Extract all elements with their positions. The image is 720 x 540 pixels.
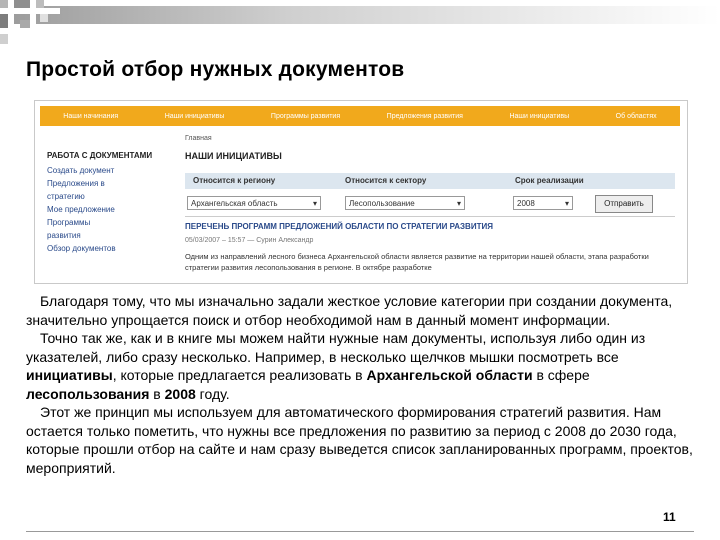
result-title-link[interactable]: ПЕРЕЧЕНЬ ПРОГРАММ ПРЕДЛОЖЕНИЙ ОБЛАСТИ ПО СТРАТЕГИИ РАЗВИТИЯ <box>185 222 493 231</box>
sidebar-item[interactable]: Мое предложение <box>47 205 115 214</box>
nav-item[interactable]: Об областях <box>615 112 657 120</box>
slide-body <box>26 292 694 477</box>
section-heading: НАШИ ИНИЦИАТИВЫ <box>185 151 282 161</box>
sidebar-item[interactable]: развития <box>47 231 81 240</box>
sector-filter-label: Относится к сектору <box>345 176 427 185</box>
result-meta: 05/03/2007 – 15:57 — Сурин Александр <box>185 237 314 244</box>
divider <box>185 216 675 217</box>
site-sidebar <box>47 151 177 257</box>
paragraph: Благодаря тому, что мы изначально задали жесткое условие категории при создании документа, значительно упрощается поиск и отбор необходимой нам в данный момент информации. <box>26 293 673 328</box>
website-screenshot <box>34 100 688 284</box>
sidebar-item[interactable]: стратегию <box>47 192 85 201</box>
period-select[interactable]: 2008 ▾ <box>513 196 573 210</box>
slide-title: Простой отбор нужных документов <box>26 58 405 81</box>
page-number: 11 <box>663 510 676 524</box>
filter-bar <box>185 173 675 189</box>
bottom-rule <box>26 531 694 532</box>
breadcrumb[interactable]: Главная <box>185 135 212 142</box>
period-filter-label: Срок реализации <box>515 176 584 185</box>
sidebar-item[interactable]: Обзор документов <box>47 244 116 253</box>
nav-item[interactable]: Программы развития <box>270 112 341 120</box>
result-excerpt: Одним из направлений лесного бизнеса Архангельской области является развитие на территории нашей области, этапа разработки стратегии развития лесопользования в регионе. В октябре разработке <box>185 252 649 272</box>
sector-select[interactable]: Лесопользование ▾ <box>345 196 465 210</box>
nav-item[interactable]: Наши инициативы <box>164 112 225 120</box>
nav-item[interactable]: Наши инициативы <box>509 112 570 120</box>
region-filter-label: Относится к региону <box>193 176 276 185</box>
nav-item[interactable]: Наши начинания <box>63 112 119 120</box>
paragraph: Этот же принцип мы используем для автоматического формирования стратегий развития. Нам остается только пометить, что нужны все предложения по развитию за период с 2008 до 2030 года, которые прошли отбор на сайте и нам сразу выведется список запланированных программ, проектов, мероприятий. <box>26 404 693 476</box>
site-navbar <box>40 106 680 126</box>
region-select[interactable]: Архангельская область ▾ <box>187 196 321 210</box>
submit-button[interactable]: Отправить <box>595 195 653 213</box>
decorative-header-pattern <box>0 0 720 46</box>
sidebar-item[interactable]: Предложения в <box>47 179 105 188</box>
paragraph: Точно так же, как и в книге мы можем найти нужные нам документы, используя либо один из указателей, либо сразу несколько. Например, в несколько щелчков мышки посмотреть все инициативы, которые предлагается реализовать в Архангельской области в сфере лесопользования в 2008 году. <box>26 330 646 402</box>
sidebar-header: РАБОТА С ДОКУМЕНТАМИ <box>47 151 153 160</box>
sidebar-item[interactable]: Программы <box>47 218 91 227</box>
sidebar-item[interactable]: Создать документ <box>47 166 115 175</box>
nav-item[interactable]: Предложения развития <box>386 112 463 120</box>
